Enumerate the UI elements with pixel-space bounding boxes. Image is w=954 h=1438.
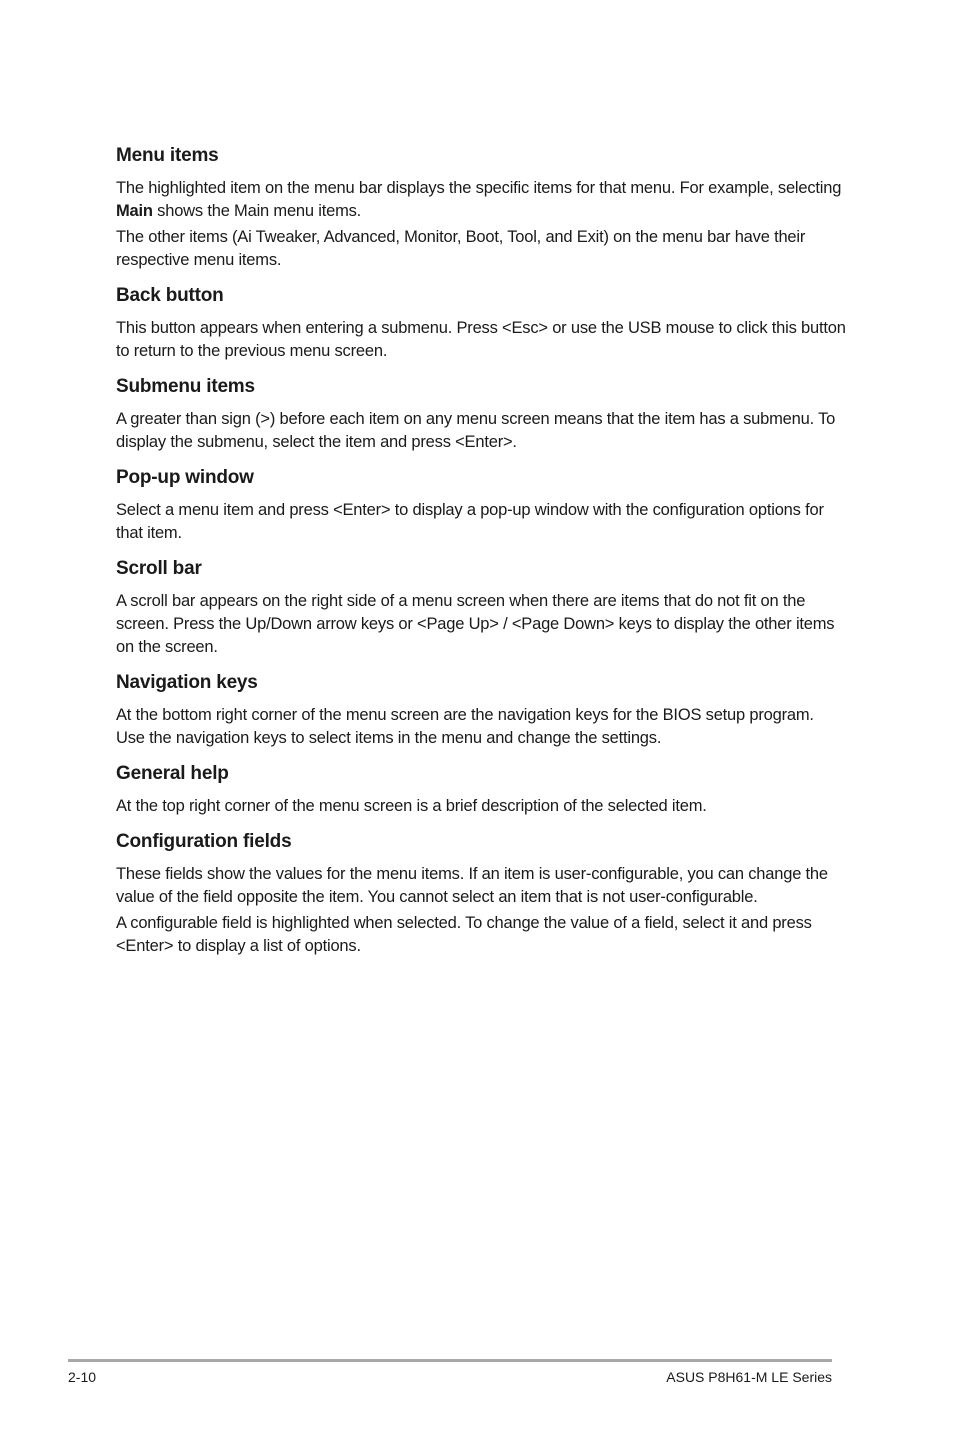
bold-term: Main (116, 202, 153, 220)
section-menu-items (116, 144, 846, 272)
section-paragraph: A scroll bar appears on the right side of a menu screen when there are items that do not fit on the screen. Press the Up/Down arrow keys or <Page Up> / <Page Down> keys to display the other items on the screen. (116, 592, 835, 656)
section-heading: Configuration fields (116, 831, 292, 852)
section-paragraph: A configurable field is highlighted when selected. To change the value of a field, select it and press <Enter> to display a list of options. (116, 914, 812, 955)
section-paragraph: The other items (Ai Tweaker, Advanced, Monitor, Boot, Tool, and Exit) on the menu bar have their respective menu items. (116, 228, 806, 269)
section-popup-window (116, 466, 846, 545)
section-paragraph: The highlighted item on the menu bar displays the specific items for that menu. For example, selecting Main shows the Main menu items. (116, 179, 842, 220)
section-paragraph: Select a menu item and press <Enter> to display a pop-up window with the configuration options for that item. (116, 501, 824, 542)
page-content (116, 144, 846, 970)
section-heading: Navigation keys (116, 672, 258, 693)
section-submenu-items (116, 375, 846, 454)
section-configuration-fields (116, 830, 846, 958)
section-scroll-bar (116, 557, 846, 659)
section-paragraph: At the bottom right corner of the menu screen are the navigation keys for the BIOS setup program. Use the navigation keys to select items in the menu and change the settings. (116, 706, 814, 747)
product-name: ASUS P8H61-M LE Series (666, 1369, 832, 1385)
section-paragraph: A greater than sign (>) before each item on any menu screen means that the item has a submenu. To display the submenu, select the item and press <Enter>. (116, 410, 836, 451)
section-heading: General help (116, 763, 229, 784)
section-heading: Pop-up window (116, 467, 254, 488)
section-heading: Back button (116, 285, 224, 306)
section-paragraph: At the top right corner of the menu screen is a brief description of the selected item. (116, 797, 707, 815)
section-navigation-keys (116, 671, 846, 750)
section-back-button (116, 284, 846, 363)
section-general-help (116, 762, 846, 818)
section-heading: Menu items (116, 145, 219, 166)
footer-divider (68, 1359, 832, 1362)
section-heading: Scroll bar (116, 558, 202, 579)
section-heading: Submenu items (116, 376, 255, 397)
page-number: 2-10 (68, 1369, 97, 1385)
section-paragraph: These fields show the values for the menu items. If an item is user-configurable, you can change the value of the field opposite the item. You cannot select an item that is not user-configurable. (116, 865, 828, 906)
section-paragraph: This button appears when entering a submenu. Press <Esc> or use the USB mouse to click this button to return to the previous menu screen. (116, 319, 846, 360)
